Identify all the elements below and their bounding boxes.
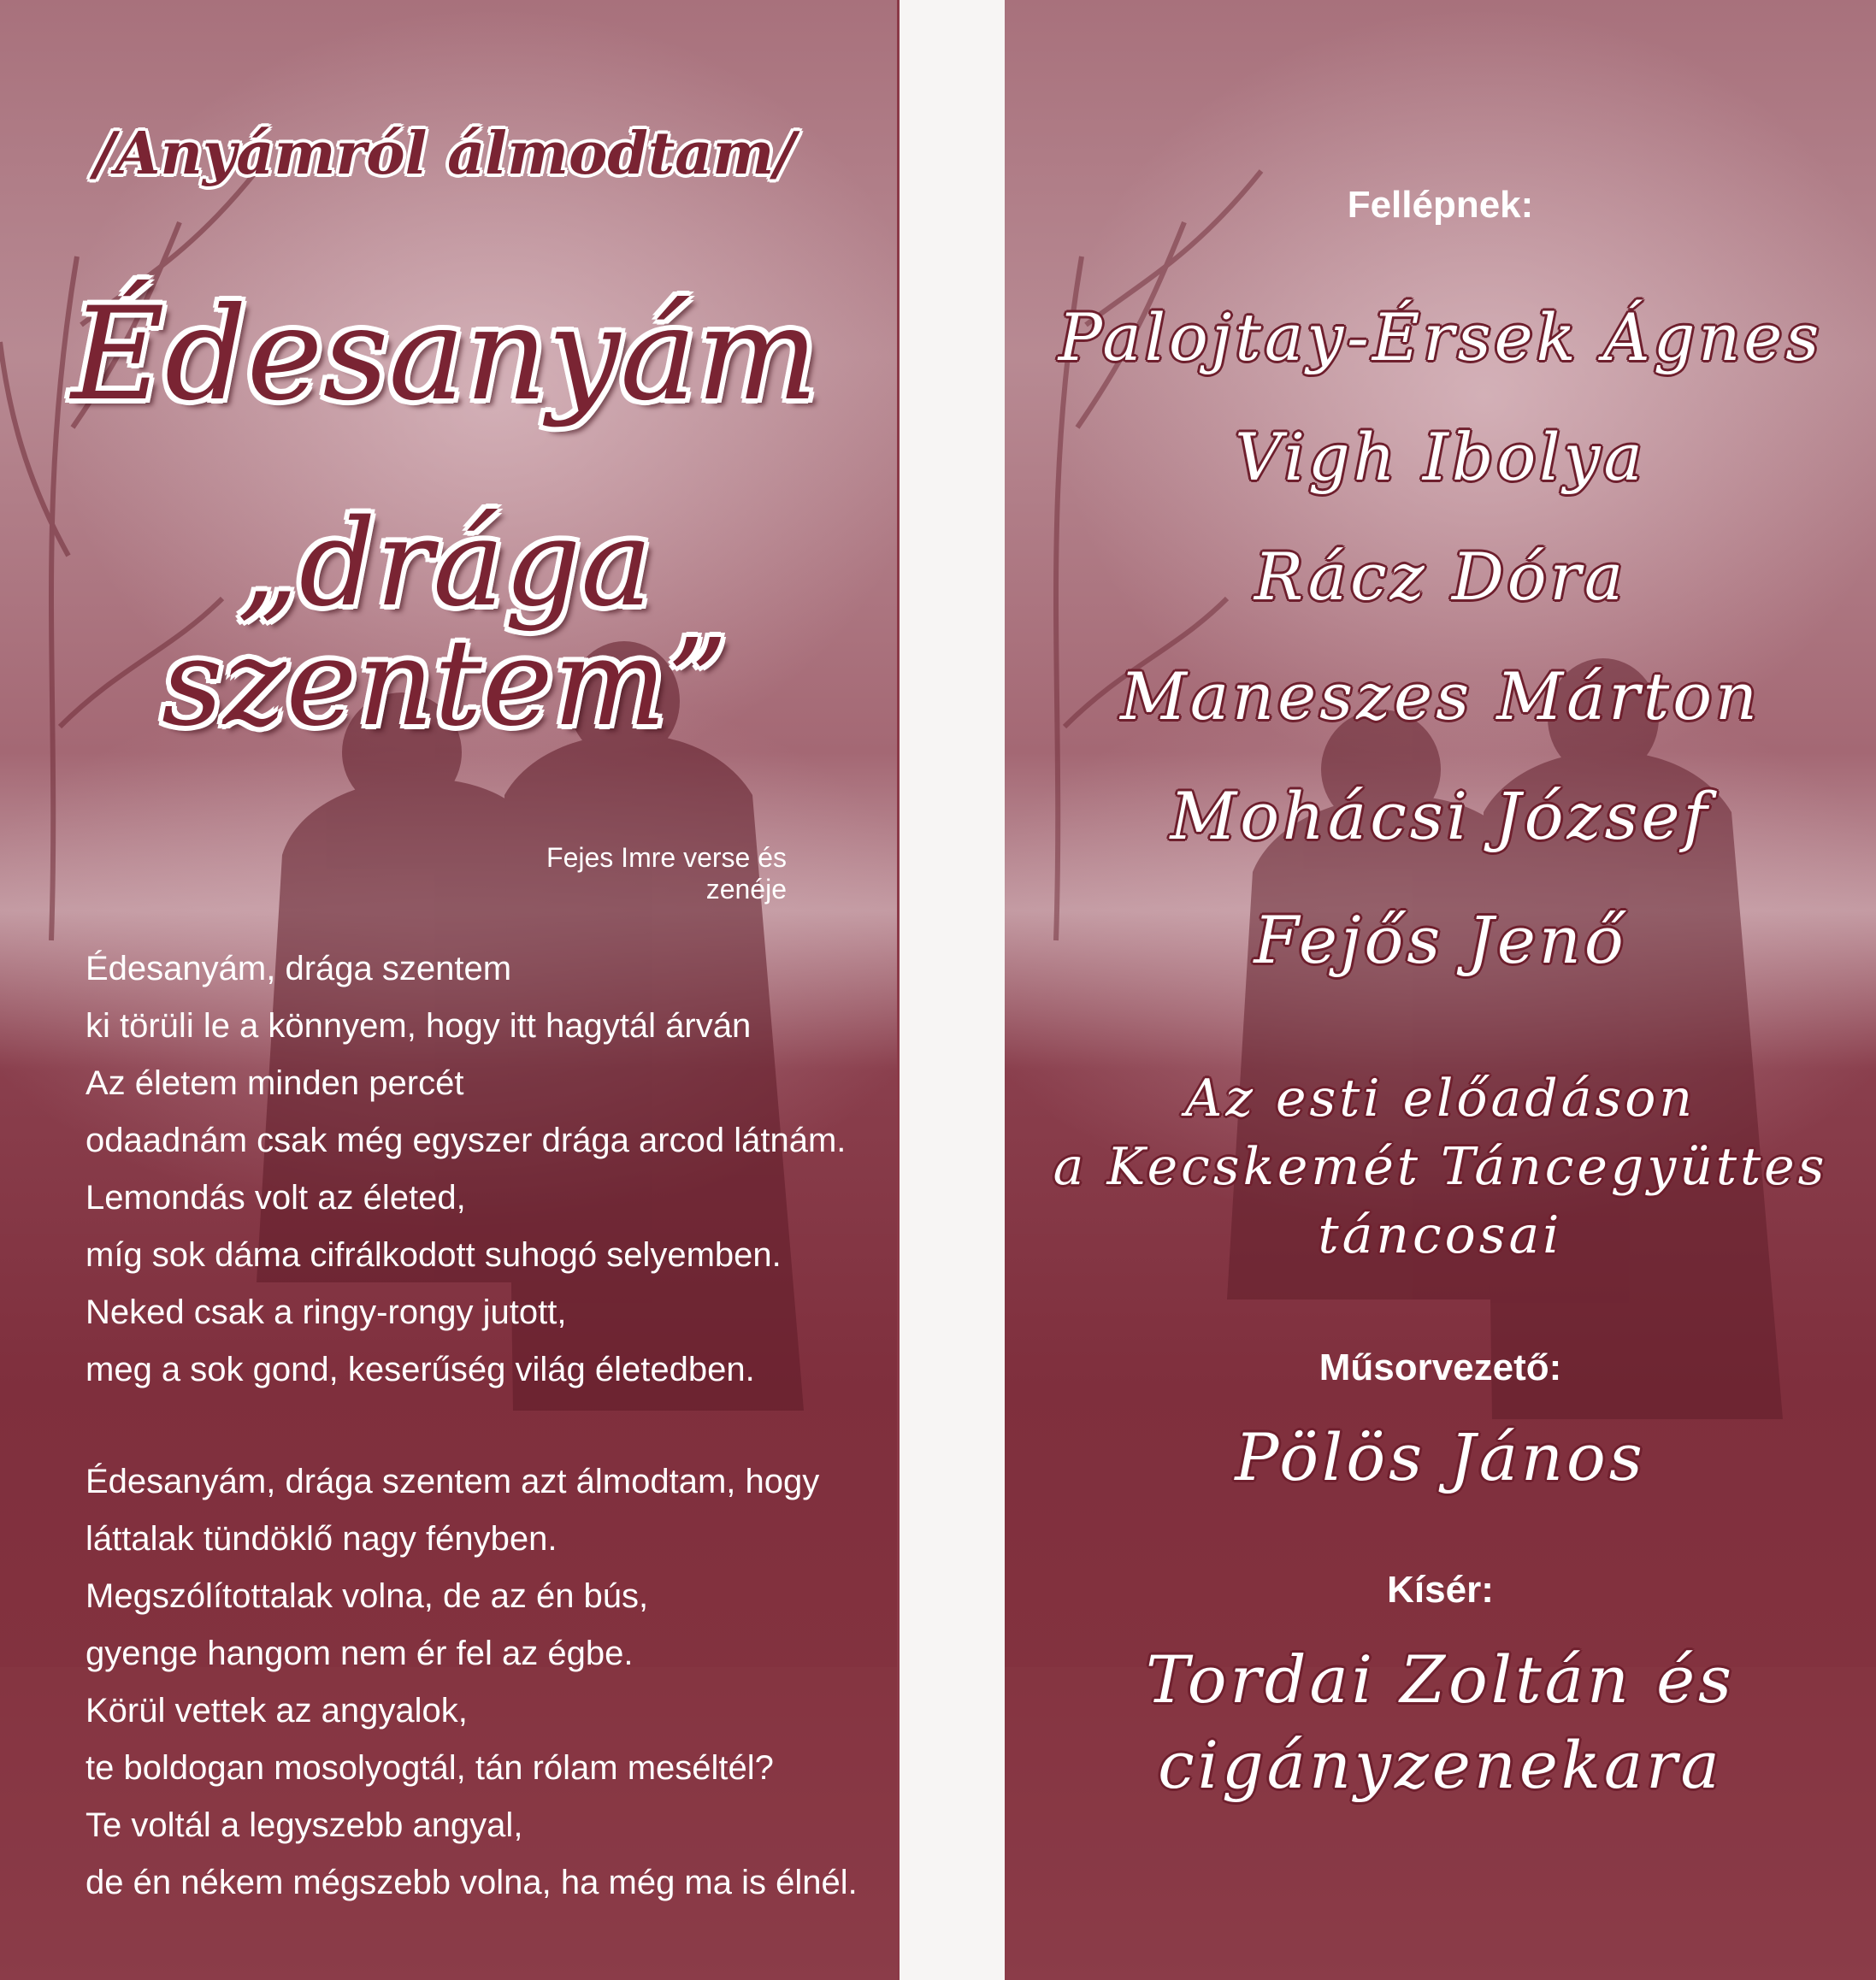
performers-label: Fellépnek: xyxy=(1347,184,1534,226)
performer-name: Palojtay-Érsek Ágnes xyxy=(1058,299,1823,375)
poem-line: te boldogan mosolyogtál, tán rólam meséltél? xyxy=(86,1749,774,1787)
poem-stanza-1 xyxy=(86,940,855,1399)
poem-line: Neked csak a ringy-rongy jutott, xyxy=(86,1293,567,1331)
performer-name: Rácz Dóra xyxy=(1254,539,1627,615)
poem-line: de én nékem mégszebb volna, ha még ma is élnél. xyxy=(86,1864,858,1901)
performer-name: Fejős Jenő xyxy=(1254,902,1627,978)
dance-line: Az esti előadáson xyxy=(1184,1069,1696,1128)
accompany-line: Tordai Zoltán és xyxy=(1145,1641,1736,1718)
title-line-2: „drága szentem” xyxy=(161,494,729,753)
poem-line: láttalak tündöklő nagy fényben. xyxy=(86,1520,557,1558)
accompany-line: cigányzenekara xyxy=(1158,1727,1723,1803)
dance-line: táncosai xyxy=(1318,1205,1563,1265)
poem-line: Édesanyám, drága szentem azt álmodtam, hogy xyxy=(86,1463,820,1500)
fold-line-left xyxy=(897,0,900,1980)
right-panel xyxy=(1005,0,1876,1980)
poem-line: Lemondás volt az életed, xyxy=(86,1179,466,1217)
accompany-label: Kísér: xyxy=(1387,1569,1494,1611)
poem-line: Édesanyám, drága szentem xyxy=(86,950,512,987)
title-line-1: Édesanyám xyxy=(71,280,818,429)
dance-line: a Kecskemét Táncegyüttes xyxy=(1053,1137,1828,1197)
poem-line: míg sok dáma cifrálkodott suhogó selyemben. xyxy=(86,1236,782,1274)
poem-line: Körül vettek az angyalok, xyxy=(86,1692,468,1730)
song-credit: Fejes Imre verse és zenéje xyxy=(546,842,787,905)
poem-line: Az életem minden percét xyxy=(86,1064,464,1102)
subtitle: /Anyámról álmodtam/ xyxy=(93,120,796,188)
figures-silhouette xyxy=(1227,658,1783,1419)
poem-line: ki törüli le a könnyem, hogy itt hagytál árván xyxy=(86,1007,752,1045)
performer-name: Vigh Ibolya xyxy=(1235,419,1646,495)
performer-name: Maneszes Márton xyxy=(1120,658,1761,734)
left-panel xyxy=(0,0,900,1980)
host-label: Műsorvezető: xyxy=(1319,1347,1562,1388)
poem-stanza-2 xyxy=(86,1453,858,1912)
poem-line: odaadnám csak még egyszer drága arcod látnám. xyxy=(86,1122,847,1159)
host-name: Pölös János xyxy=(1235,1419,1646,1495)
poem-line: Te voltál a legyszebb angyal, xyxy=(86,1806,523,1844)
poem-line: meg a sok gond, keserűség világ életedben. xyxy=(86,1351,755,1388)
performer-name: Mohácsi József xyxy=(1170,778,1711,854)
poem-line: Megszólítottalak volna, de az én bús, xyxy=(86,1577,649,1615)
fold-gutter xyxy=(900,0,1005,1980)
poem-line: gyenge hangom nem ér fel az égbe. xyxy=(86,1635,634,1672)
